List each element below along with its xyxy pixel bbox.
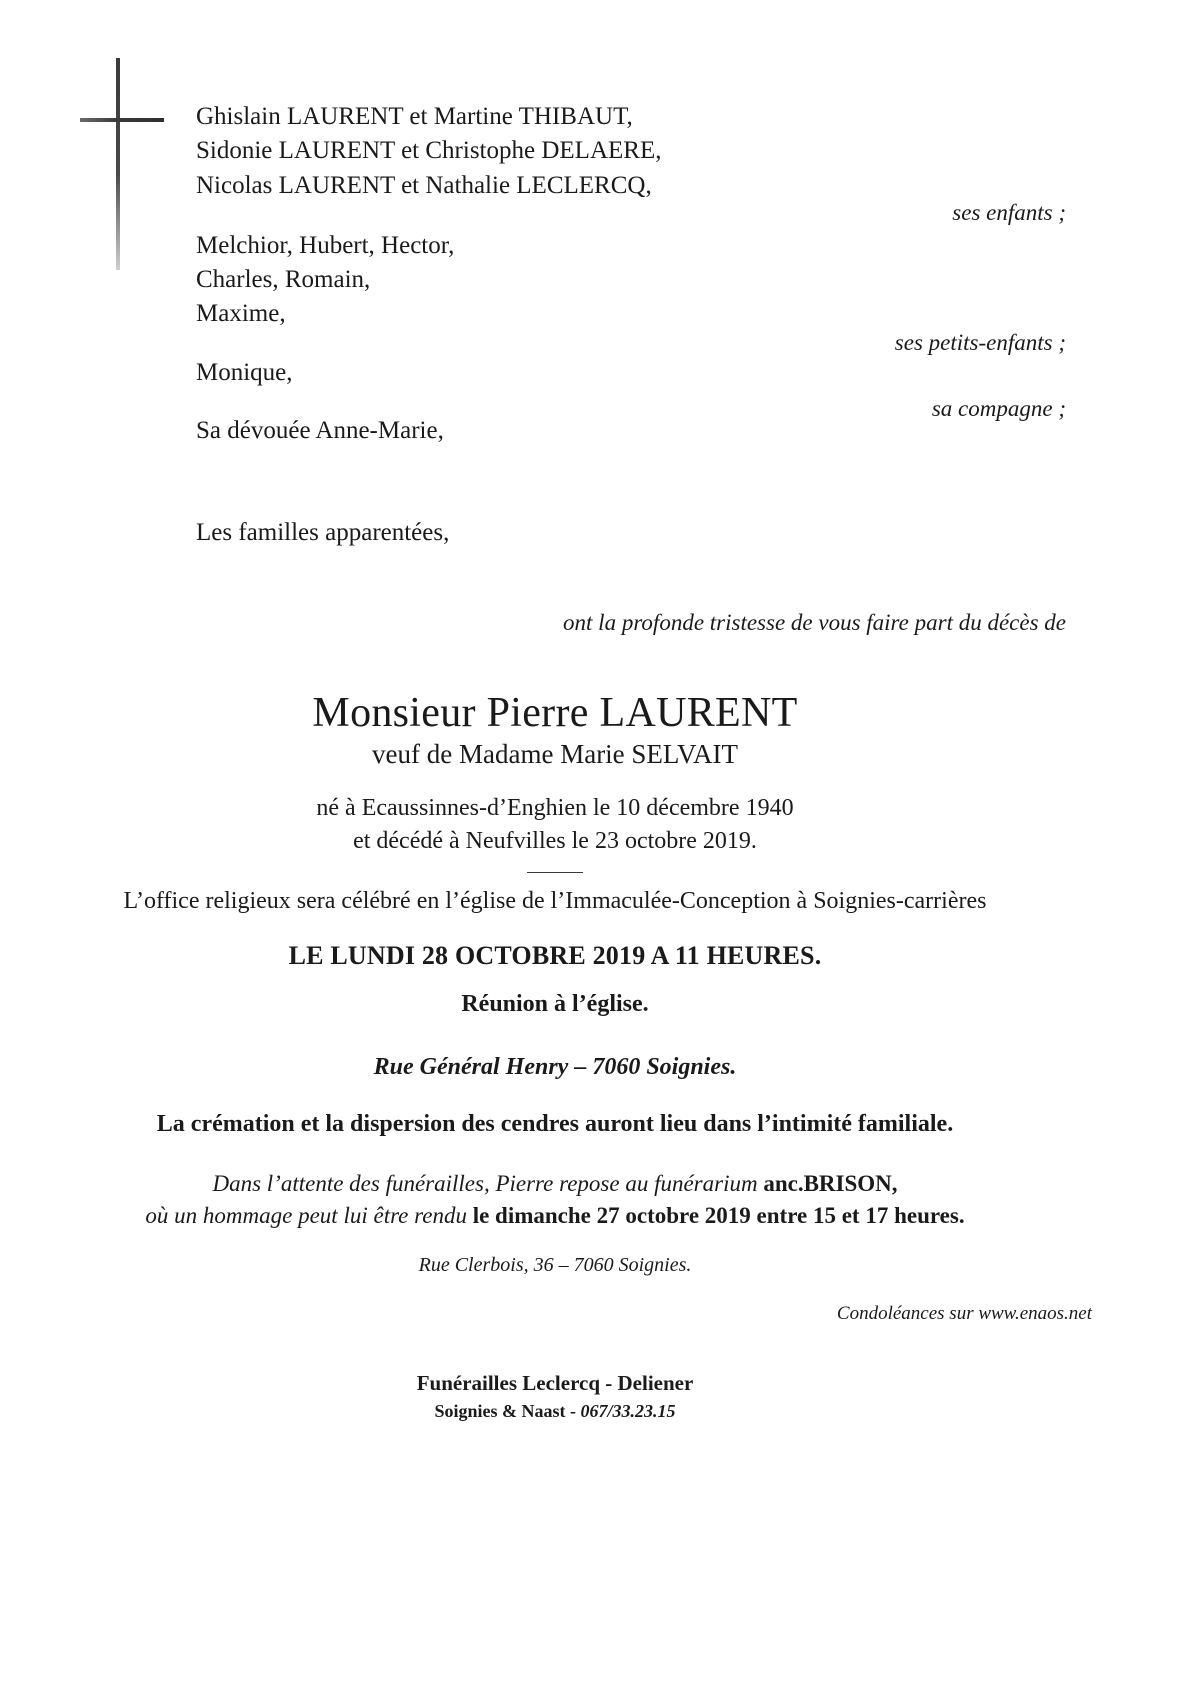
grandchild-line: Melchior, Hubert, Hector, — [196, 231, 455, 259]
funeral-home-block — [0, 1369, 1110, 1424]
children-label: ses enfants ; — [952, 200, 1066, 225]
grandchildren-label: ses petits-enfants ; — [894, 330, 1066, 355]
office-line: L’office religieux sera célébré en l’église de l’Immaculée-Conception à Soignies-carrières — [123, 888, 987, 915]
wake-line-2 — [0, 1200, 1110, 1232]
reunion-line: Réunion à l’église. — [461, 990, 649, 1017]
main-announcement — [0, 690, 1110, 1424]
survivors-block — [196, 100, 756, 448]
announcement-line: ont la profonde tristesse de vous faire part du décès de — [563, 610, 1066, 635]
wake-address: Rue Clerbois, 36 – 7060 Soignies. — [418, 1254, 692, 1277]
mass-date: LE LUNDI 28 OCTOBRE 2019 A 11 HEURES. — [288, 940, 822, 970]
funeral-home-cities: Soignies & Naast - — [434, 1400, 581, 1421]
cross-icon — [80, 58, 164, 270]
wake-line-1 — [0, 1168, 1110, 1200]
funeral-home-contact — [0, 1399, 1110, 1424]
grandchild-line: Maxime, — [196, 300, 286, 328]
companion-label: sa compagne ; — [931, 396, 1066, 421]
spouse-line: veuf de Madame Marie SELVAIT — [372, 739, 738, 770]
condolences-line: Condoléances sur www.enaos.net — [836, 1303, 1092, 1325]
cross-horizontal-bar — [80, 118, 164, 122]
spacer — [196, 203, 756, 229]
spacer — [196, 332, 756, 356]
child-line: Nicolas LAURENT et Nathalie LECLERCQ, — [196, 171, 652, 199]
funeral-home-phone: 067/33.23.15 — [580, 1400, 676, 1421]
companion-line: Monique, — [196, 358, 293, 386]
devoted-line: Sa dévouée Anne-Marie, — [196, 416, 444, 444]
death-line: et décédé à Neufvilles le 23 octobre 2019. — [353, 828, 757, 855]
wake-info — [0, 1168, 1110, 1232]
birth-line: né à Ecaussinnes-d’Enghien le 10 décembre 1940 — [316, 795, 794, 822]
child-line: Sidonie LAURENT et Christophe DELAERE, — [196, 137, 662, 165]
cremation-line: La crémation et la dispersion des cendres auront lieu dans l’intimité familiale. — [156, 1110, 954, 1137]
wake-line-1-italic: Dans l’attente des funérailles, Pierre repose au funérarium — [212, 1170, 764, 1196]
spacer — [196, 390, 756, 414]
divider — [527, 872, 583, 873]
wake-line-2-bold: le dimanche 27 octobre 2019 entre 15 et 17 heures. — [472, 1203, 965, 1229]
deceased-name: Monsieur Pierre LAURENT — [312, 690, 798, 736]
cross-vertical-bar — [116, 58, 120, 270]
wake-line-1-bold: anc.BRISON, — [763, 1170, 898, 1196]
funeral-home-name: Funérailles Leclercq - Deliener — [416, 1371, 694, 1396]
wake-line-2-italic: où un hommage peut lui être rendu — [145, 1203, 473, 1229]
church-address: Rue Général Henry – 7060 Soignies. — [373, 1053, 737, 1080]
child-line: Ghislain LAURENT et Martine THIBAUT, — [196, 103, 633, 130]
grandchild-line: Charles, Romain, — [196, 266, 371, 293]
related-families-line: Les familles apparentées, — [196, 519, 450, 546]
